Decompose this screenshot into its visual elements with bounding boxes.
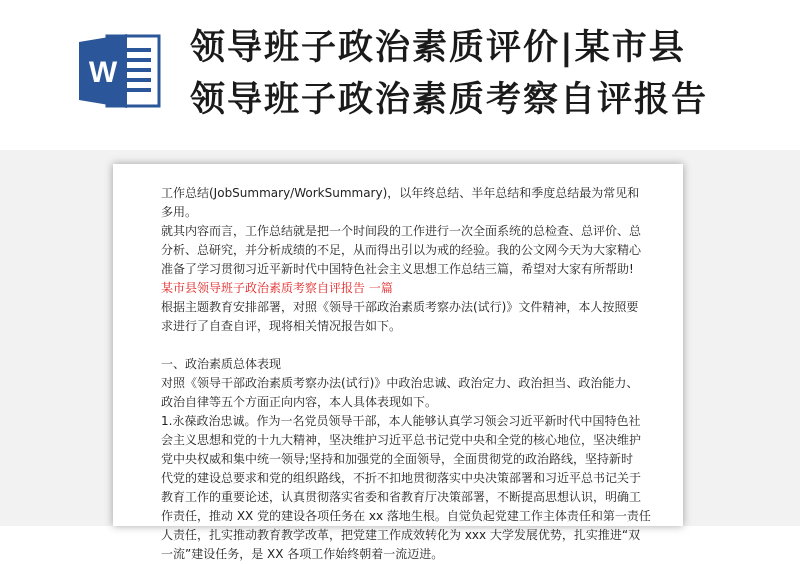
logo-letter: W [88, 56, 118, 89]
paragraph-line: 对照《领导干部政治素质考察办法(试行)》中政治忠诚、政治定力、政治担当、政治能力、 [161, 376, 639, 390]
section-heading: 一、政治素质总体表现 [161, 357, 282, 371]
word-document-icon [77, 30, 163, 112]
paragraph-line: 会主义思想和党的十九大精神，坚决维护习近平总书记党中央和全党的核心地位，坚决维护 [161, 433, 642, 447]
header [0, 0, 800, 150]
document-content [161, 184, 651, 564]
paragraph-line: 一流”建设任务，是 XX 各项工作始终朝着一流迈进。 [161, 547, 444, 561]
intro-line: 分析、总研究，并分析成绩的不足，从而得出引以为戒的经验。我的公文网今天为大家精心 [161, 243, 642, 257]
title-line-1: 领导班子政治素质评价|某市县 [190, 28, 686, 68]
blank-line [161, 336, 651, 355]
paragraph-line: 作责任，推动 XX 党的建设各项任务在 xx 落地生根。自觉负起党建工作主体责任和第一责任 [161, 509, 651, 523]
paragraph-line: 求进行了自查自评，现将相关情况报告如下。 [161, 319, 402, 333]
paragraph-line: 1.永葆政治忠诚。作为一名党员领导干部，本人能够认真学习领会习近平新时代中国特色社 [161, 414, 641, 428]
paragraph-line: 人责任，扎实推动教育教学改革，把党建工作成效转化为 xxx 大学发展优势，扎实推进“双 [161, 528, 641, 542]
red-heading-link[interactable]: 某市县领导班子政治素质考察自评报告 一篇 [161, 281, 393, 295]
title-line-2: 领导班子政治素质考察自评报告 [190, 80, 709, 120]
document-page [113, 164, 683, 561]
paragraph-line: 政治自律等五个方面正向内容，本人具体表现如下。 [161, 395, 438, 409]
page-title [190, 22, 790, 126]
intro-line: 就其内容而言，工作总结就是把一个时间段的工作进行一次全面系统的总检查、总评价、总 [161, 224, 642, 238]
paragraph-line: 党中央权威和集中统一领导;坚持和加强党的全面领导，全面贯彻党的政治路线，坚持新时 [161, 452, 634, 466]
intro-line: 工作总结(JobSummary/WorkSummary)，以年终总结、半年总结和季度总结最为常见和多用。 [161, 186, 640, 219]
paragraph-line: 教育工作的重要论述，认真贯彻落实省委和省教育厅决策部署，不断提高思想认识，明确工 [161, 490, 642, 504]
paragraph-line: 代党的建设总要求和党的组织路线，不折不扣地贯彻落实中央决策部署和习近平总书记关于 [161, 471, 642, 485]
intro-line: 准备了学习贯彻习近平新时代中国特色社会主义思想工作总结三篇，希望对大家有所帮助! [161, 262, 634, 276]
paragraph-line: 根据主题教育安排部署，对照《领导干部政治素质考察办法(试行)》文件精神，本人按照要 [161, 300, 639, 314]
